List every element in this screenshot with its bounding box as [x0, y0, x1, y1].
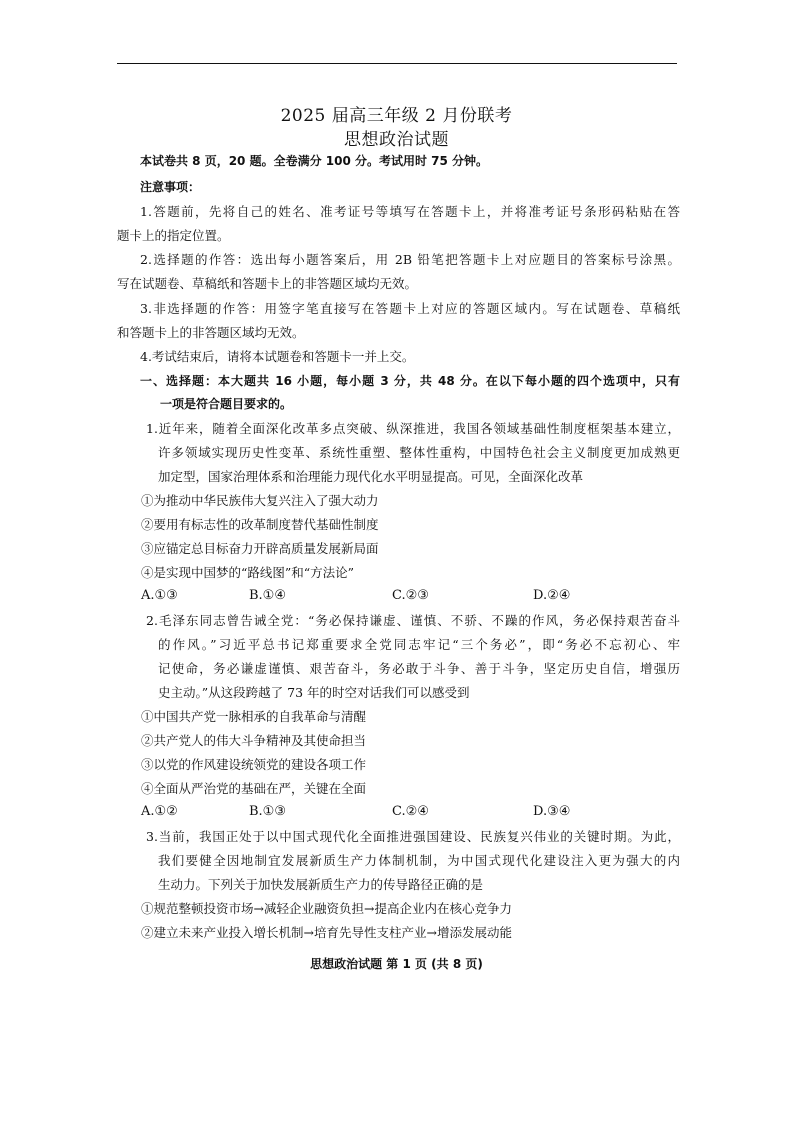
question-2-statement: ③以党的作风建设统领党的建设各项工作 — [141, 757, 367, 772]
question-1-statement: ①为推动中华民族伟大复兴注入了强大动力 — [141, 493, 379, 508]
question-1-stem: 加定型，国家治理体系和治理能力现代化水平明显提高。可见，全面深化改革 — [158, 469, 584, 484]
exam-summary: 本试卷共 8 页，20 题。全卷满分 100 分。考试用时 75 分钟。 — [140, 154, 489, 168]
subject-title: 思想政治试题 — [344, 130, 449, 150]
question-1-option-b[interactable]: B.①④ — [249, 588, 286, 603]
question-2-option-b[interactable]: B.①③ — [249, 804, 286, 819]
question-2-option-d[interactable]: D.③④ — [533, 804, 571, 819]
question-1-statement: ③应锚定总目标奋力开辟高质量发展新局面 — [141, 541, 379, 556]
question-3-statement: ①规范整顿投资市场→减轻企业融资负担→提高企业内在核心竞争力 — [141, 901, 512, 916]
section-heading: 一、选择题：本大题共 16 小题，每小题 3 分，共 48 分。在以下每小题的四个选项中，只有 — [140, 374, 680, 388]
exam-title: 2025 届高三年级 2 月份联考 — [280, 106, 513, 126]
section-heading-cont: 一项是符合题目要求的。 — [160, 397, 293, 411]
question-3-stem: 生动力。下列关于加快发展新质生产力的传导路径正确的是 — [158, 877, 484, 892]
question-2-stem: 的作风。”习近平总书记郑重要求全党同志牢记“三个务必”，即“务必不忘初心、牢 — [158, 637, 680, 652]
question-1-stem: 1.近年来，随着全面深化改革多点突破、纵深推进，我国各领域基础性制度框架基本建立， — [146, 421, 680, 436]
notice-line: 和答题卡上的非答题区域均无效。 — [117, 325, 305, 340]
notice-line: 1.答题前，先将自己的姓名、准考证号等填写在答题卡上，并将准考证号条形码粘贴在答 — [140, 204, 680, 219]
question-2-stem: 史主动。”从这段跨越了 73 年的时空对话我们可以感受到 — [158, 685, 470, 700]
question-1-option-c[interactable]: C.②③ — [392, 588, 429, 603]
question-2-stem: 2.毛泽东同志曾告诫全党：“务必保持谦虚、谨慎、不骄、不躁的作风，务必保持艰苦奋斗 — [146, 613, 680, 628]
notice-line: 4.考试结束后，请将本试题卷和答题卡一并上交。 — [140, 349, 415, 364]
question-2-statement: ②共产党人的伟大斗争精神及其使命担当 — [141, 733, 367, 748]
question-1-stem: 许多领域实现历史性变革、系统性重塑、整体性重构，中国特色社会主义制度更加成熟更 — [158, 445, 680, 460]
notice-line: 2.选择题的作答：选出每小题答案后，用 2B 铅笔把答题卡上对应题目的答案标号涂黑。 — [140, 252, 680, 267]
top-rule — [117, 63, 677, 64]
question-1-option-d[interactable]: D.②④ — [533, 588, 571, 603]
question-1-option-a[interactable]: A.①③ — [141, 588, 178, 603]
question-2-statement: ④全面从严治党的基础在严，关键在全面 — [141, 781, 367, 796]
page-footer: 思想政治试题 第 1 页 (共 8 页) — [310, 957, 483, 971]
question-1-statement: ②要用有标志性的改革制度替代基础性制度 — [141, 517, 379, 532]
question-3-statement: ②建立未来产业投入增长机制→培育先导性支柱产业→增添发展动能 — [141, 925, 512, 940]
question-3-stem: 3.当前，我国正处于以中国式现代化全面推进强国建设、民族复兴伟业的关键时期。为此， — [146, 829, 680, 844]
notice-line: 题卡上的指定位置。 — [117, 228, 230, 243]
question-2-option-c[interactable]: C.②④ — [392, 804, 429, 819]
question-1-statement: ④是实现中国梦的“路线图”和“方法论” — [141, 565, 355, 580]
question-3-stem: 我们要健全因地制宜发展新质生产力体制机制，为中国式现代化建设注入更为强大的内 — [158, 853, 680, 868]
question-2-option-a[interactable]: A.①② — [141, 804, 178, 819]
question-2-statement: ①中国共产党一脉相承的自我革命与清醒 — [141, 709, 367, 724]
notice-line: 写在试题卷、草稿纸和答题卡上的非答题区域均无效。 — [117, 276, 418, 291]
notice-line: 3.非选择题的作答：用签字笔直接写在答题卡上对应的答题区域内。写在试题卷、草稿纸 — [140, 301, 680, 316]
notice-heading: 注意事项： — [140, 180, 201, 194]
question-2-stem: 记使命，务必谦虚谨慎、艰苦奋斗，务必敢于斗争、善于斗争，坚定历史自信，增强历 — [158, 661, 680, 676]
